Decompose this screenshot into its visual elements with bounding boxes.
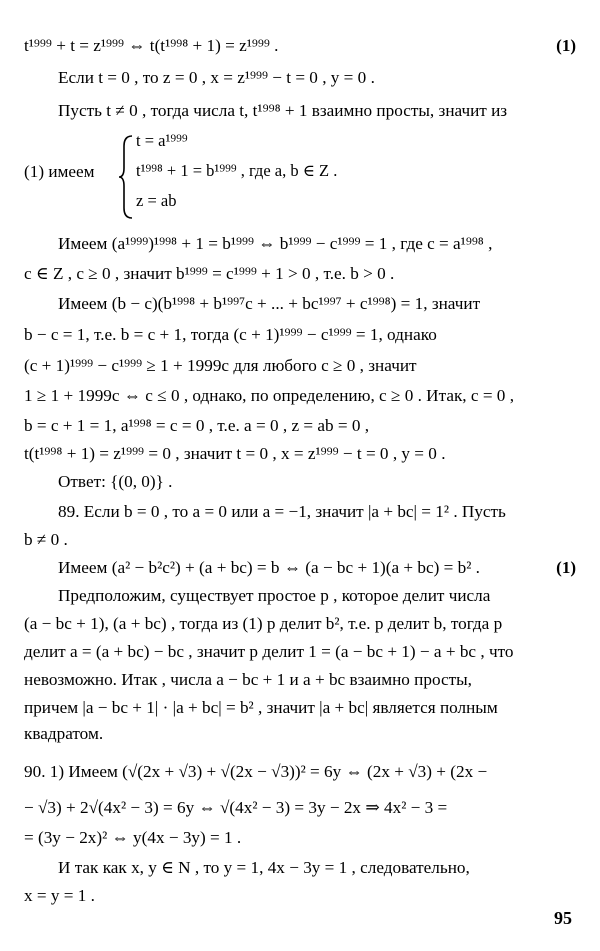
system-equation: z = ab (136, 191, 177, 210)
text-line: b − c = 1, т.е. b = c + 1, тогда (c + 1)¹⁹⁹⁹ − c¹⁹⁹⁹ = 1, однако (24, 325, 437, 344)
text-line: b = c + 1 = 1, a¹⁹⁹⁸ = c = 0 , т.е. a = 0 , z = ab = 0 , (24, 416, 370, 435)
text-line: Предположим, существует простое p , которое делит числа (58, 586, 491, 605)
text-line: (c + 1)¹⁹⁹⁹ − c¹⁹⁹⁹ ≥ 1 + 1999c для любого c ≥ 0 , значит (24, 356, 417, 375)
text-line: b ≠ 0 . (24, 530, 68, 549)
text-line: − √3) + 2√(4x² − 3) = 6y ⇔ √(4x² − 3) = 3y − 2x ⇒ 4x² − 3 = (24, 798, 448, 817)
text-line: = (3y − 2x)² ⇔ y(4x − 3y) = 1 . (24, 828, 242, 847)
text-line: c ∈ Z , c ≥ 0 , значит b¹⁹⁹⁹ = c¹⁹⁹⁹ + 1 > 0 , т.е. b > 0 . (24, 264, 395, 283)
text-line: 1 ≥ 1 + 1999c ⇔ c ≤ 0 , однако, по определению, c ≥ 0 . Итак, c = 0 , (24, 386, 514, 405)
equation-line: Имеем (a² − b²c²) + (a + bc) = b ⇔ (a − bc + 1)(a + bc) = b² . (58, 558, 480, 577)
problem-90-line: 90. 1) Имеем (√(2x + √3) + √(2x − √3))² = 6y ⇔ (2x + √3) + (2x − (24, 762, 488, 781)
text-line: x = y = 1 . (24, 886, 95, 905)
text-line: Пусть t ≠ 0 , тогда числа t, t¹⁹⁹⁸ + 1 взаимно просты, значит из (58, 101, 508, 120)
equation-number: (1) (556, 36, 576, 55)
equation-number: (1) (556, 558, 576, 577)
system-equation: t¹⁹⁹⁸ + 1 = b¹⁹⁹⁹ , где a, b ∈ Z . (136, 161, 338, 180)
page-number: 95 (554, 908, 572, 928)
text-line: невозможно. Итак , числа a − bc + 1 и a + bc взаимно просты, (24, 670, 472, 689)
problem-89-line: 89. Если b = 0 , то a = 0 или a = −1, значит |a + bc| = 1² . Пусть (58, 502, 506, 521)
text-line: причем |a − bc + 1| · |a + bc| = b² , значит |a + bc| является полным (24, 698, 498, 717)
answer-line: Ответ: {(0, 0)} . (58, 472, 173, 491)
equation-line: t¹⁹⁹⁹ + t = z¹⁹⁹⁹ ⇔ t(t¹⁹⁹⁸ + 1) = z¹⁹⁹⁹ . (24, 36, 279, 55)
text-line: t(t¹⁹⁹⁸ + 1) = z¹⁹⁹⁹ = 0 , значит t = 0 , x = z¹⁹⁹⁹ − t = 0 , y = 0 . (24, 444, 446, 463)
system-brace (118, 134, 136, 220)
text-line: (a − bc + 1), (a + bc) , тогда из (1) p делит b², т.е. p делит b, тогда p (24, 614, 503, 633)
text-line: (1) имеем (24, 162, 95, 181)
text-line: И так как x, y ∈ N , то y = 1, 4x − 3y = 1 , следовательно, (58, 858, 470, 877)
text-line: Имеем (a¹⁹⁹⁹)¹⁹⁹⁸ + 1 = b¹⁹⁹⁹ ⇔ b¹⁹⁹⁹ − c¹⁹⁹⁹ = 1 , где c = a¹⁹⁹⁸ , (58, 234, 493, 253)
text-line: делит a = (a + bc) − bc , значит p делит 1 = (a − bc + 1) − a + bc , что (24, 642, 514, 661)
system-equation: t = a¹⁹⁹⁹ (136, 131, 188, 150)
text-line: Если t = 0 , то z = 0 , x = z¹⁹⁹⁹ − t = 0 , y = 0 . (58, 68, 375, 87)
text-line: Имеем (b − c)(b¹⁹⁹⁸ + b¹⁹⁹⁷c + ... + bc¹⁹⁹⁷ + c¹⁹⁹⁸) = 1, значит (58, 294, 481, 313)
text-line: квадратом. (24, 724, 104, 743)
